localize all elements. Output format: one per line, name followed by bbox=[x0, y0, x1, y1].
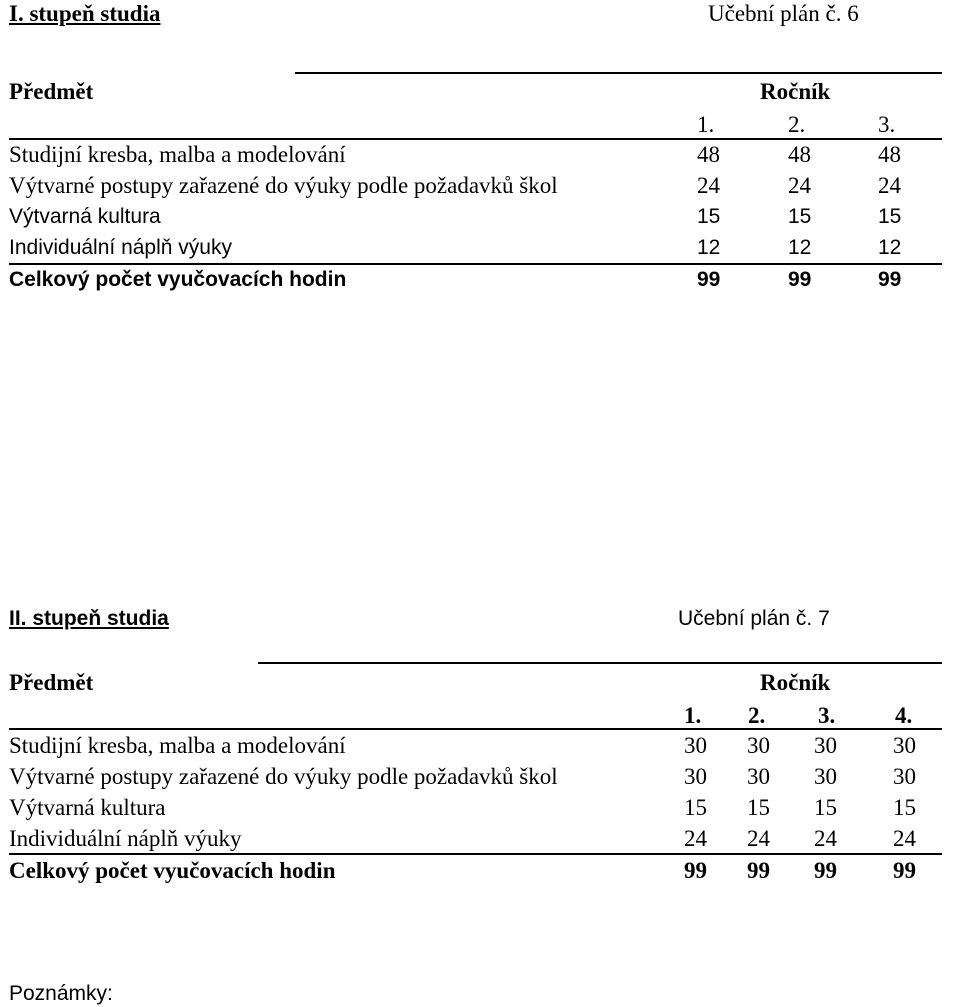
plan-7-row-value: 15 bbox=[893, 795, 916, 820]
plan-7-row-value: 24 bbox=[814, 826, 837, 851]
plan-6-row-value: 12 bbox=[697, 236, 721, 259]
plan-6-grade-1: 1. bbox=[697, 112, 715, 137]
plan-7-row-value: 15 bbox=[684, 795, 707, 820]
plan-7-row-subject: Studijní kresba, malba a modelování bbox=[9, 733, 346, 758]
plan-7-row-value: 30 bbox=[814, 733, 837, 758]
plan-7-row-value: 30 bbox=[684, 733, 707, 758]
plan-6-heading: I. stupeň studia bbox=[9, 1, 161, 26]
plan-6-header-rule bbox=[9, 138, 942, 140]
plan-6-label: Učební plán č. 6 bbox=[708, 1, 859, 26]
plan-6-row-value: 15 bbox=[878, 205, 902, 228]
notes-label: Poznámky: bbox=[9, 982, 113, 1005]
plan-6-total-value: 99 bbox=[788, 268, 812, 291]
plan-7-row-subject: Výtvarné postupy zařazené do výuky podle požadavků škol bbox=[9, 764, 558, 789]
plan-7-header-rule bbox=[9, 728, 942, 730]
plan-7-grade-4: 4. bbox=[895, 703, 913, 728]
plan-6-row-value: 12 bbox=[878, 236, 902, 259]
plan-7-total-value: 99 bbox=[684, 858, 707, 883]
plan-6-row-value: 24 bbox=[697, 173, 720, 198]
plan-6-total-label: Celkový počet vyučovacích hodin bbox=[9, 268, 347, 291]
plan-7-total-value: 99 bbox=[747, 858, 770, 883]
plan-6-row-value: 24 bbox=[878, 173, 901, 198]
plan-6-grade-2: 2. bbox=[788, 112, 806, 137]
plan-6-row-value: 48 bbox=[788, 142, 811, 167]
plan-7-row-subject: Individuální náplň výuky bbox=[9, 826, 242, 851]
plan-6-row-value: 15 bbox=[788, 205, 812, 228]
plan-7-row-value: 30 bbox=[684, 764, 707, 789]
plan-7-total-rule bbox=[9, 853, 942, 855]
plan-6-row-value: 15 bbox=[697, 205, 721, 228]
plan-7-subject-header: Předmět bbox=[9, 670, 94, 695]
plan-6-subject-header: Předmět bbox=[9, 79, 94, 104]
plan-6-total-rule bbox=[9, 263, 942, 265]
plan-6-grade-header: Ročník bbox=[760, 79, 831, 104]
plan-6-row-subject: Výtvarná kultura bbox=[9, 205, 161, 228]
plan-7-row-value: 24 bbox=[893, 826, 916, 851]
plan-6-grade-3: 3. bbox=[878, 112, 896, 137]
plan-7-row-subject: Výtvarná kultura bbox=[9, 795, 166, 820]
plan-6-row-value: 24 bbox=[788, 173, 811, 198]
plan-6-row-subject: Výtvarné postupy zařazené do výuky podle požadavků škol bbox=[9, 173, 558, 198]
plan-7-heading: II. stupeň studia bbox=[9, 607, 169, 630]
plan-6-row-subject: Individuální náplň výuky bbox=[9, 236, 232, 259]
plan-7-total-label: Celkový počet vyučovacích hodin bbox=[9, 858, 336, 883]
plan-7-grade-1: 1. bbox=[684, 703, 702, 728]
plan-7-top-rule bbox=[258, 662, 942, 664]
plan-7-row-value: 15 bbox=[747, 795, 770, 820]
plan-6-total-value: 99 bbox=[697, 268, 721, 291]
plan-6-row-value: 48 bbox=[697, 142, 720, 167]
plan-7-row-value: 15 bbox=[814, 795, 837, 820]
plan-7-row-value: 30 bbox=[893, 733, 916, 758]
plan-6-total-value: 99 bbox=[878, 268, 902, 291]
plan-7-row-value: 24 bbox=[684, 826, 707, 851]
plan-6-row-value: 12 bbox=[788, 236, 812, 259]
plan-7-row-value: 30 bbox=[747, 764, 770, 789]
plan-7-grade-header: Ročník bbox=[760, 670, 831, 695]
plan-7-total-value: 99 bbox=[814, 858, 837, 883]
plan-7-grade-3: 3. bbox=[818, 703, 836, 728]
plan-7-grade-2: 2. bbox=[748, 703, 766, 728]
plan-6-top-rule bbox=[295, 72, 942, 74]
plan-6-row-subject: Studijní kresba, malba a modelování bbox=[9, 142, 346, 167]
plan-7-row-value: 24 bbox=[747, 826, 770, 851]
plan-7-row-value: 30 bbox=[814, 764, 837, 789]
plan-7-total-value: 99 bbox=[893, 858, 916, 883]
plan-7-row-value: 30 bbox=[747, 733, 770, 758]
plan-7-label: Učební plán č. 7 bbox=[678, 607, 830, 630]
plan-6-row-value: 48 bbox=[878, 142, 901, 167]
plan-7-row-value: 30 bbox=[893, 764, 916, 789]
